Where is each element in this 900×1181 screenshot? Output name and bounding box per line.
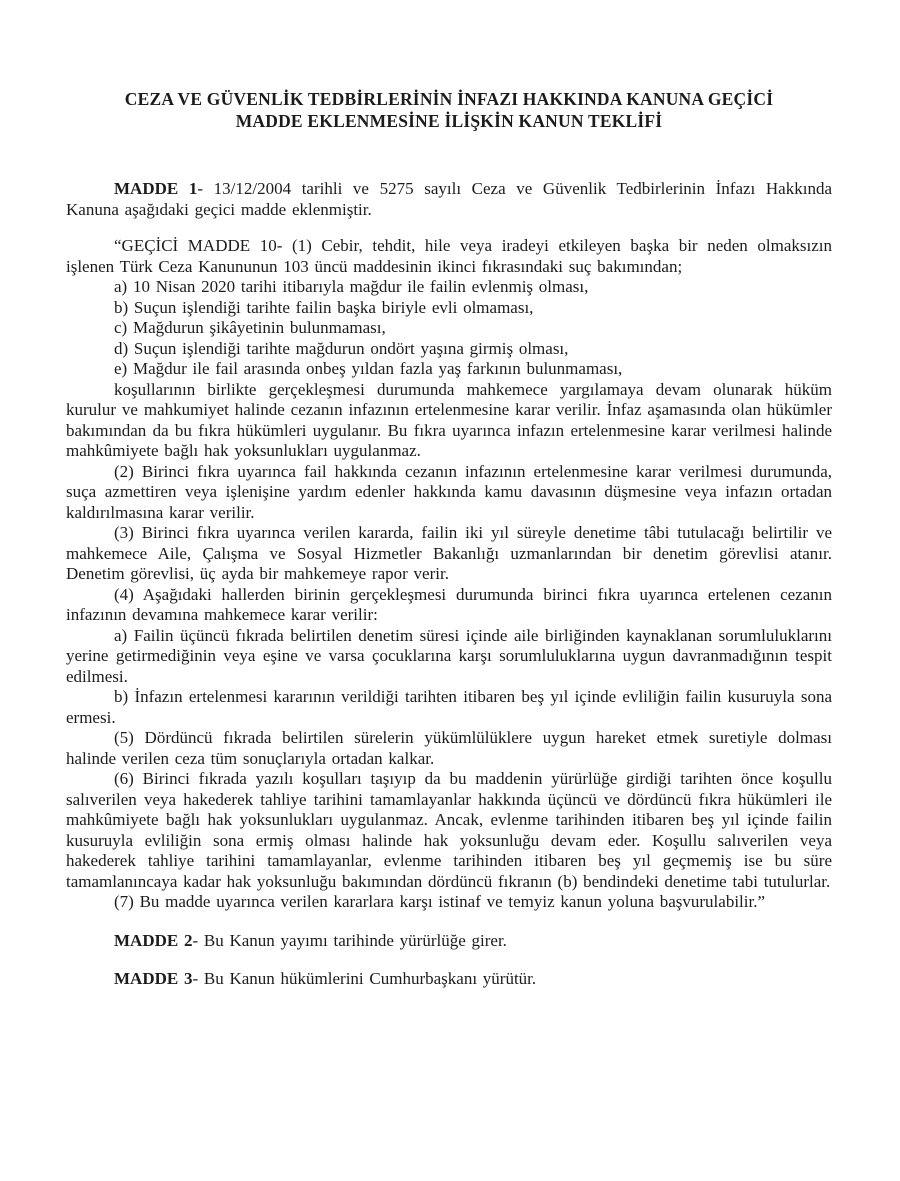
paragraph: MADDE 2- Bu Kanun yayımı tarihinde yürürlüğe girer. (114, 930, 507, 950)
article-heading: MADDE 1 (114, 179, 198, 198)
document-body (66, 179, 832, 990)
document-title (66, 88, 832, 132)
paragraph: (5) Dördüncü fıkrada belirtilen sürelerin yükümlülüklere uygun hareket etmek suretiyle dolması halinde verilen ceza tüm sonuçlarıyla ortadan kalkar. (66, 728, 832, 768)
paragraph: “GEÇİCİ MADDE 10- (1) Cebir, tehdit, hile veya iradeyi etkileyen başka bir neden olmaksızın işlenen Türk Ceza Kanununun 103 üncü maddesinin ikinci fıkrasındaki suç bakımından; (66, 236, 832, 276)
document-title-line-2: MADDE EKLENMESİNE İLİŞKİN KANUN TEKLİFİ (235, 111, 663, 131)
paragraph: d) Suçun işlendiği tarihte mağdurun ondört yaşına girmiş olması, (114, 338, 569, 358)
document-title-line-1: CEZA VE GÜVENLİK TEDBİRLERİNİN İNFAZI HAKKINDA KANUNA GEÇİCİ (124, 89, 774, 109)
article-heading: MADDE 2 (114, 930, 193, 950)
paragraph: b) Suçun işlendiği tarihte failin başka biriyle evli olmaması, (114, 297, 534, 317)
paragraph: (7) Bu madde uyarınca verilen kararlara karşı istinaf ve temyiz kanun yoluna başvurulabilir.” (114, 892, 766, 911)
paragraph: (2) Birinci fıkra uyarınca fail hakkında cezanın infazının ertelenmesine karar verilmesi durumunda, suça azmettiren veya işlenişine yardım edenler hakkında kamu davasının düşmesine veya infazın ortadan kaldırılmasına karar verilir. (66, 461, 832, 522)
paragraph: e) Mağdur ile fail arasında onbeş yıldan fazla yaş farkının bulunmaması, (114, 359, 623, 378)
paragraph: MADDE 1- 13/12/2004 tarihli ve 5275 sayılı Ceza ve Güvenlik Tedbirlerinin İnfazı Hakkında Kanuna aşağıdaki geçici madde eklenmiştir. (66, 179, 832, 219)
paragraph: a) 10 Nisan 2020 tarihi itibarıyla mağdur ile failin evlenmiş olması, (114, 277, 589, 296)
paragraph: (3) Birinci fıkra uyarınca verilen kararda, failin iki yıl süreyle denetime tâbi tutulacağı belirtilir ve mahkemece Aile, Çalışma ve Sosyal Hizmetler Bakanlığı uzmanlarından bir denetim görevlisi atanır. Denetim görevlisi, üç ayda bir mahkemeye rapor verir. (66, 523, 832, 583)
paragraph: (4) Aşağıdaki hallerden birinin gerçekleşmesi durumunda birinci fıkra uyarınca ertelenen cezanın infazının devamına mahkemece karar verilir: (66, 584, 832, 624)
paragraph: a) Failin üçüncü fıkrada belirtilen denetim süresi içinde aile birliğinden kaynaklanan sorumluluklarını yerine getirmediğinin veya eşine ve varsa çocuklarına karşı sorumluluklarına uygun davranmadığının tespit edilmesi. (66, 625, 832, 686)
paragraph: koşullarının birlikte gerçekleşmesi durumunda mahkemece yargılamaya devam olunarak hüküm kurulur ve mahkumiyet halinde cezanın infazının ertelenmesine karar verilir. İnfaz aşamasında olan hükümler bakımından da bu fıkra hükümleri uygulanır. Bu fıkra uyarınca infazın ertelenmesine karar verilmesi halinde mahkûmiyete bağlı hak yoksunlukları uygulanmaz. (66, 379, 832, 460)
article-heading: MADDE 3 (114, 969, 193, 988)
paragraph: c) Mağdurun şikâyetinin bulunmaması, (114, 318, 386, 337)
paragraph: b) İnfazın ertelenmesi kararının verildiği tarihten itibaren beş yıl içinde evliliğin failin kusuruyla sona ermesi. (66, 687, 832, 727)
paragraph: (6) Birinci fıkrada yazılı koşulları taşıyıp da bu maddenin yürürlüğe girdiği tarihten önce koşullu salıverilen veya hakederek tahliye tarihini tamamlayanlar hakkında üçüncü ve dördüncü fıkra hükümleri ile mahkûmiyete bağlı hak yoksunlukları uygulanmaz. Ancak, evlenme tarihinden itibaren beş yıl içinde failin kusuruyla evliliğin sona ermiş olması halinde hak yoksunluğu devam eder. Koşullu salıverilen veya hakederek tahliye tarihini tamamlayanlar, evlenme tarihinden itibaren beş yıl geçmemiş ise bu süre tamamlanıncaya kadar hak yoksunluğu bakımından dördüncü fıkranın (b) bendindeki denetime tabi tutulurlar. (66, 769, 832, 891)
paragraph: MADDE 3- Bu Kanun hükümlerini Cumhurbaşkanı yürütür. (114, 969, 537, 988)
